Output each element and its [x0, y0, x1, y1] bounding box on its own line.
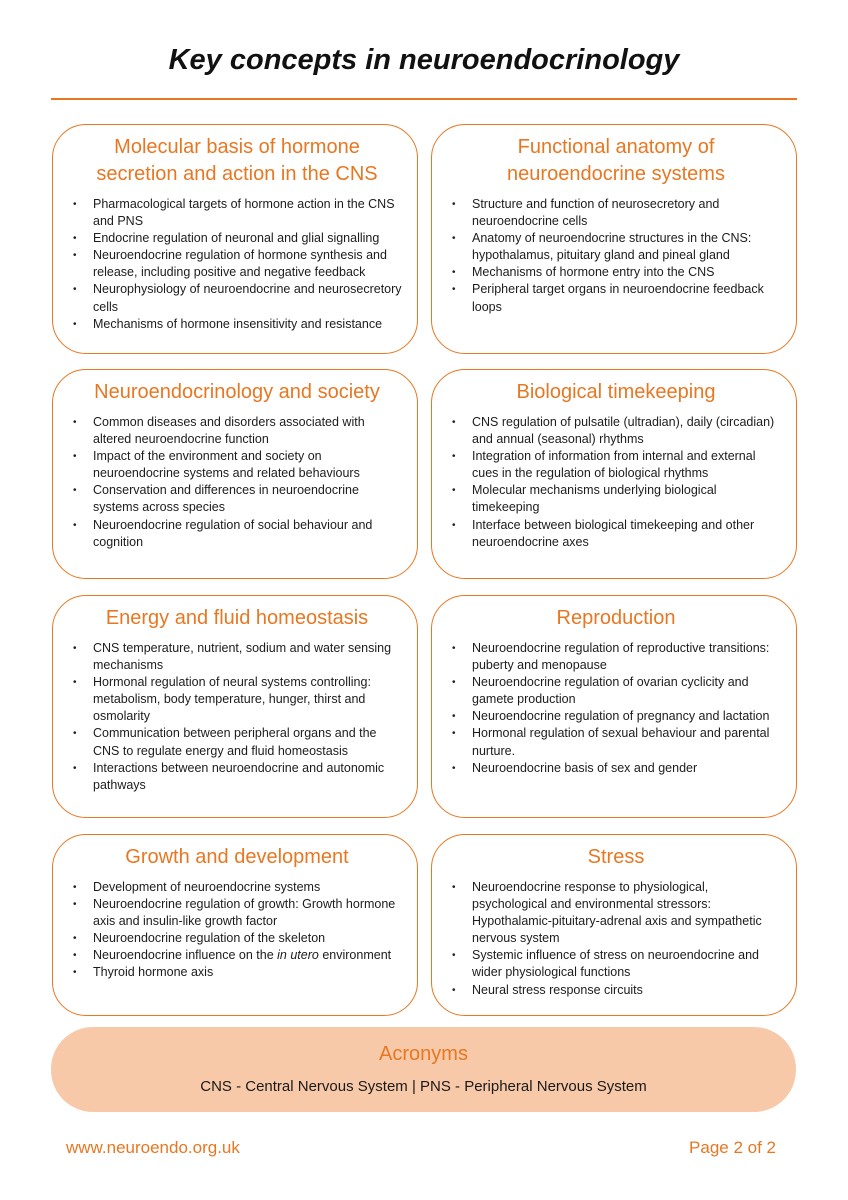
list-item: • Common diseases and disorders associated with altered neuroendocrine function	[71, 414, 403, 448]
card-heading: Biological timekeeping	[516, 381, 716, 403]
card-energy-fluid-homeostasis	[52, 595, 418, 818]
card-list	[71, 414, 403, 551]
list-item: • Neuroendocrine regulation of hormone synthesis and release, including positive and negative feedback	[71, 247, 403, 281]
list-item: • Interface between biological timekeeping and other neuroendocrine axes	[450, 517, 782, 551]
list-item: • CNS temperature, nutrient, sodium and water sensing mechanisms	[71, 640, 403, 674]
list-item: • Development of neuroendocrine systems	[71, 879, 403, 896]
footer-page-number: Page 2 of 2	[689, 1138, 776, 1157]
card-heading: Stress	[587, 846, 645, 868]
card-heading: Molecular basis of hormone secretion and action in the CNS	[96, 136, 378, 185]
list-item: • Neuroendocrine regulation of growth: Growth hormone axis and insulin-like growth factor	[71, 896, 403, 930]
list-item: • Pharmacological targets of hormone action in the CNS and PNS	[71, 196, 403, 230]
list-item: • Conservation and differences in neuroendocrine systems across species	[71, 482, 403, 516]
card-list	[450, 879, 782, 999]
list-item: • Neuroendocrine regulation of ovarian cyclicity and gamete production	[450, 674, 782, 708]
list-item: • CNS regulation of pulsatile (ultradian), daily (circadian) and annual (seasonal) rhythms	[450, 414, 782, 448]
list-item: • Impact of the environment and society on neuroendocrine systems and related behaviours	[71, 448, 403, 482]
card-molecular-basis	[52, 124, 418, 354]
list-item: • Neuroendocrine influence on the in utero environment	[71, 947, 403, 964]
list-item: • Neuroendocrine regulation of the skeleton	[71, 930, 403, 947]
acronyms-text: CNS - Central Nervous System | PNS - Peripheral Nervous System	[200, 1078, 647, 1095]
list-item: • Mechanisms of hormone entry into the CNS	[450, 264, 782, 281]
list-item: • Interactions between neuroendocrine and autonomic pathways	[71, 760, 403, 794]
card-stress	[431, 834, 797, 1016]
card-list	[450, 640, 782, 777]
list-item: • Mechanisms of hormone insensitivity and resistance	[71, 316, 403, 333]
acronyms-heading: Acronyms	[379, 1043, 468, 1065]
card-heading: Functional anatomy of neuroendocrine systems	[507, 136, 725, 185]
card-functional-anatomy	[431, 124, 797, 354]
list-item: • Neurophysiology of neuroendocrine and neurosecretory cells	[71, 281, 403, 315]
list-item: • Neuroendocrine regulation of pregnancy and lactation	[450, 708, 782, 725]
list-item: • Hormonal regulation of neural systems controlling: metabolism, body temperature, hunger, thirst and osmolarity	[71, 674, 403, 725]
list-item: • Integration of information from internal and external cues in the regulation of biological rhythms	[450, 448, 782, 482]
card-biological-timekeeping	[431, 369, 797, 579]
list-item: • Hormonal regulation of sexual behaviour and parental nurture.	[450, 725, 782, 759]
list-item: • Thyroid hormone axis	[71, 964, 403, 981]
list-item: • Neuroendocrine response to physiological, psychological and environmental stressors: Hypothalamic-pituitary-adrenal axis and sympathetic nervous system	[450, 879, 782, 947]
acronyms-panel	[51, 1027, 796, 1112]
list-item: • Neuroendocrine regulation of reproductive transitions: puberty and menopause	[450, 640, 782, 674]
list-item: • Molecular mechanisms underlying biological timekeeping	[450, 482, 782, 516]
list-item: • Neuroendocrine basis of sex and gender	[450, 760, 782, 777]
list-item: • Endocrine regulation of neuronal and glial signalling	[71, 230, 403, 247]
list-item: • Neural stress response circuits	[450, 982, 782, 999]
page-title: Key concepts in neuroendocrinology	[168, 44, 680, 76]
list-item: • Neuroendocrine regulation of social behaviour and cognition	[71, 517, 403, 551]
card-list	[450, 196, 782, 316]
card-list	[71, 640, 403, 794]
card-growth-development	[52, 834, 418, 1016]
list-item: • Anatomy of neuroendocrine structures in the CNS: hypothalamus, pituitary gland and pineal gland	[450, 230, 782, 264]
card-list	[450, 414, 782, 551]
card-reproduction	[431, 595, 797, 818]
card-list	[71, 879, 403, 982]
card-heading: Growth and development	[125, 846, 349, 868]
card-neuroendocrinology-society	[52, 369, 418, 579]
footer-website-link[interactable]: www.neuroendo.org.uk	[66, 1138, 240, 1157]
card-heading: Energy and fluid homeostasis	[105, 607, 369, 629]
list-item: • Peripheral target organs in neuroendocrine feedback loops	[450, 281, 782, 315]
card-list	[71, 196, 403, 333]
card-heading: Neuroendocrinology and society	[94, 381, 380, 403]
list-item: • Structure and function of neurosecretory and neuroendocrine cells	[450, 196, 782, 230]
list-item: • Communication between peripheral organs and the CNS to regulate energy and fluid homeostasis	[71, 725, 403, 759]
list-item: • Systemic influence of stress on neuroendocrine and wider physiological functions	[450, 947, 782, 981]
card-heading: Reproduction	[556, 607, 676, 629]
title-divider	[51, 98, 797, 100]
